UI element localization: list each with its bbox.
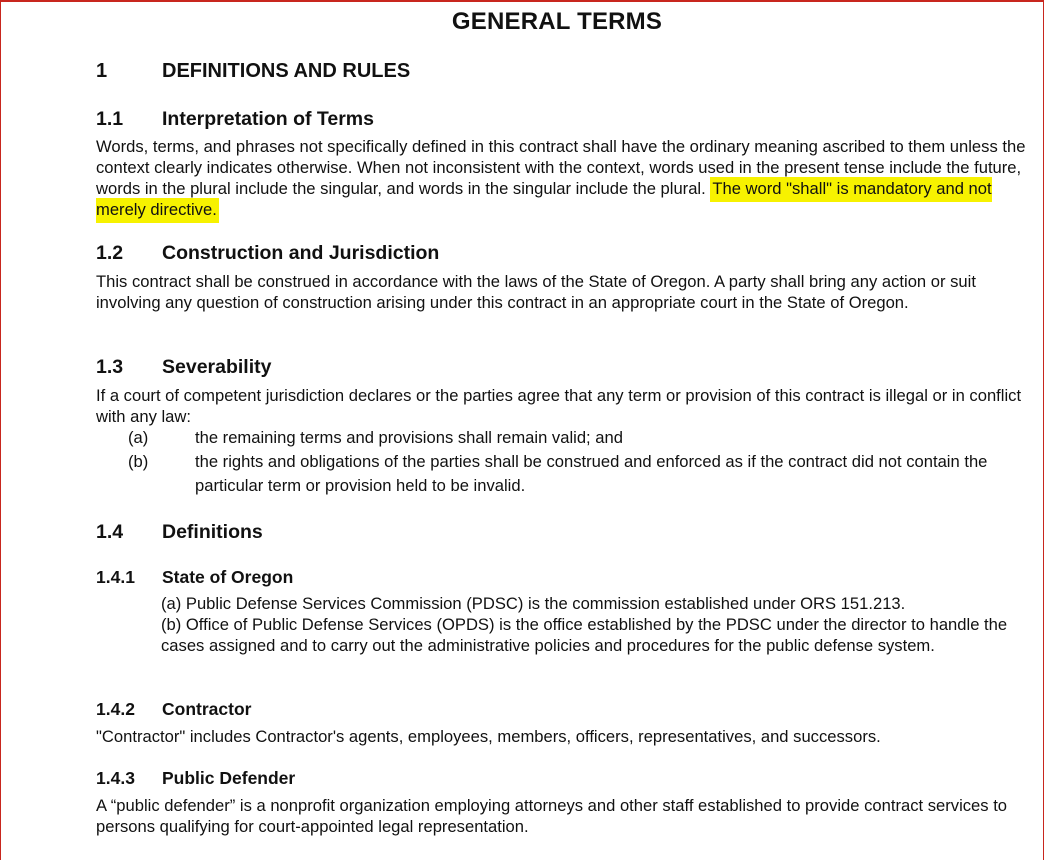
list-item-text: the remaining terms and provisions shall remain valid; and	[195, 428, 623, 447]
definition-a: (a) Public Defense Services Commission (PDSC) is the commission established under ORS 151.213.	[161, 594, 906, 613]
definition-b: (b) Office of Public Defense Services (OPDS) is the office established by the PDSC under the director to handle the cases assigned and to carry out the administrative policies and procedures for the public defense system.	[161, 615, 1008, 655]
section-number: 1.3	[96, 356, 124, 378]
body-text: Words, terms, and phrases not specifically defined in this contract shall have the ordinary meaning ascribed to them unless the context clearly indicates otherwise. When not inconsistent with the context, words used in the present tense include the future, words in the plural include the singular, and words in the singular include the plural.	[96, 137, 1026, 198]
section-1-4-2-heading	[96, 699, 251, 720]
section-1-4-3-body: A “public defender” is a nonprofit organization employing attorneys and other staff established to provide contract services to persons qualifying for court-appointed legal representation.	[96, 796, 1008, 836]
section-1-1-heading	[96, 108, 374, 131]
section-1-2-heading	[96, 242, 439, 265]
section-title: DEFINITIONS AND RULES	[162, 60, 411, 82]
section-1-3-body: If a court of competent jurisdiction declares or the parties agree that any term or provision of this contract is illegal or in conflict with any law:	[96, 386, 1022, 426]
section-title: State of Oregon	[162, 567, 294, 587]
highlighted-text: The word "shall" is mandatory and not merely directive.	[96, 177, 992, 223]
section-1-4-heading	[96, 521, 263, 544]
section-1-1-body	[96, 136, 1026, 220]
list-item-text: the rights and obligations of the parties shall be construed and enforced as if the contract did not contain the particular term or provision held to be invalid.	[195, 452, 988, 495]
section-title: Severability	[162, 356, 272, 378]
section-number: 1.1	[96, 108, 124, 130]
section-title: Interpretation of Terms	[162, 108, 374, 130]
section-title: Public Defender	[162, 768, 296, 788]
section-number: 1.4	[96, 521, 124, 543]
section-title: Construction and Jurisdiction	[162, 242, 440, 264]
section-number: 1.4.2	[96, 699, 135, 719]
section-1-4-3-heading	[96, 768, 295, 789]
section-number: 1	[96, 60, 108, 82]
section-1-2-body: This contract shall be construed in accordance with the laws of the State of Oregon. A party shall bring any action or suit involving any question of construction arising under this contract in an appropriate court in the State of Oregon.	[96, 272, 976, 312]
section-number: 1.2	[96, 242, 124, 264]
section-number: 1.4.3	[96, 768, 135, 788]
section-1-3-heading	[96, 356, 271, 379]
section-1-4-2-body: "Contractor" includes Contractor's agents, employees, members, officers, representatives, and successors.	[96, 727, 881, 746]
list-item-label: (a)	[128, 428, 149, 447]
list-item-label: (b)	[128, 452, 149, 471]
section-number: 1.4.1	[96, 567, 135, 587]
section-1-heading	[96, 60, 410, 83]
section-title: Contractor	[162, 699, 252, 719]
section-title: Definitions	[162, 521, 263, 543]
document-title: GENERAL TERMS	[451, 8, 663, 35]
section-1-4-1-heading	[96, 567, 293, 588]
